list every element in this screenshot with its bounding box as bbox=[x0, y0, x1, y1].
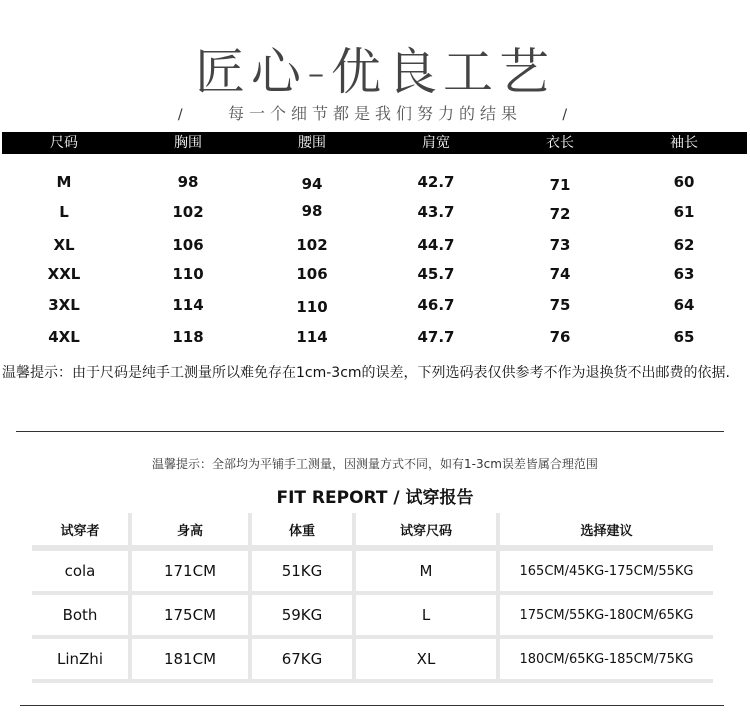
fit-cell: 175CM bbox=[132, 595, 248, 635]
fit-report-table bbox=[32, 513, 713, 683]
size-cell: M bbox=[56, 173, 72, 191]
size-cell: 118 bbox=[172, 328, 204, 346]
size-table-row bbox=[2, 173, 747, 194]
size-cell: 4XL bbox=[48, 328, 80, 346]
size-cell: 114 bbox=[172, 296, 204, 314]
size-cell: 61 bbox=[673, 203, 695, 221]
size-cell: 102 bbox=[296, 236, 328, 254]
fit-cell: 59KG bbox=[252, 595, 352, 635]
fit-report-title: FIT REPORT / 试穿报告 bbox=[276, 488, 474, 508]
size-table-row bbox=[2, 265, 747, 283]
fit-cell: 165CM/45KG-175CM/55KG bbox=[500, 551, 713, 591]
size-cell: 42.7 bbox=[417, 173, 455, 191]
size-cell: 102 bbox=[172, 203, 204, 221]
size-cell: 60 bbox=[673, 173, 695, 191]
size-table-row bbox=[2, 328, 747, 346]
size-cell: 76 bbox=[549, 328, 571, 346]
size-cell: 64 bbox=[673, 296, 695, 314]
subtitle-text: 每一个细节都是我们努力的结果 bbox=[227, 104, 522, 123]
size-cell: 46.7 bbox=[417, 296, 455, 314]
fit-cell: 67KG bbox=[252, 639, 352, 679]
size-cell: 44.7 bbox=[417, 236, 455, 254]
size-cell: 62 bbox=[673, 236, 695, 254]
fit-header-cell: 试穿尺码 bbox=[356, 513, 496, 545]
page-subtitle bbox=[0, 101, 750, 124]
size-header-cell: 腰围 bbox=[298, 135, 326, 151]
size-table-header bbox=[2, 132, 747, 154]
size-table-row bbox=[2, 203, 747, 223]
size-header-cell: 肩宽 bbox=[422, 135, 450, 151]
fit-cell: 51KG bbox=[252, 551, 352, 591]
size-cell: 71 bbox=[549, 176, 571, 194]
size-cell: 94 bbox=[301, 175, 323, 193]
fit-header-cell: 选择建议 bbox=[500, 513, 713, 545]
size-cell: 74 bbox=[549, 265, 571, 283]
size-cell: 3XL bbox=[48, 296, 80, 314]
size-cell: 106 bbox=[296, 265, 328, 283]
size-header-cell: 胸围 bbox=[174, 135, 202, 151]
size-cell: 75 bbox=[549, 296, 571, 314]
page-title: 匠心-优良工艺 bbox=[194, 43, 556, 101]
fit-cell: 171CM bbox=[132, 551, 248, 591]
fit-cell: Both bbox=[32, 595, 128, 635]
size-cell: 110 bbox=[296, 298, 328, 316]
size-header-cell: 衣长 bbox=[546, 135, 574, 151]
size-cell: 47.7 bbox=[417, 328, 455, 346]
fit-cell: LinZhi bbox=[32, 639, 128, 679]
bottom-divider bbox=[20, 705, 724, 706]
fit-header-cell: 试穿者 bbox=[32, 513, 128, 545]
size-cell: 98 bbox=[177, 173, 199, 191]
size-cell: 43.7 bbox=[417, 203, 455, 221]
size-cell: L bbox=[59, 203, 69, 221]
fit-tip: 温馨提示：全部均为平铺手工测量，因测量方式不同，如有1-3cm误差皆属合理范围 bbox=[152, 457, 598, 471]
size-cell: 106 bbox=[172, 236, 204, 254]
measurement-tip: 温馨提示：由于尺码是纯手工测量所以难免存在1cm-3cm的误差，下列选码表仅供参考不作为退换货不出邮费的依据. bbox=[2, 365, 730, 381]
fit-cell: L bbox=[356, 595, 496, 635]
size-cell: 63 bbox=[673, 265, 695, 283]
subtitle-slash-left: / bbox=[177, 107, 188, 123]
size-cell: 98 bbox=[301, 202, 323, 220]
fit-cell: cola bbox=[32, 551, 128, 591]
size-cell: 65 bbox=[673, 328, 695, 346]
subtitle-slash-right: / bbox=[562, 107, 573, 123]
fit-cell: 181CM bbox=[132, 639, 248, 679]
size-cell: 114 bbox=[296, 328, 328, 346]
size-cell: XL bbox=[53, 236, 75, 254]
fit-cell: M bbox=[356, 551, 496, 591]
fit-cell: 175CM/55KG-180CM/65KG bbox=[500, 595, 713, 635]
fit-cell: 180CM/65KG-185CM/75KG bbox=[500, 639, 713, 679]
size-cell: 45.7 bbox=[417, 265, 455, 283]
size-header-cell: 尺码 bbox=[50, 135, 78, 151]
fit-header-cell: 体重 bbox=[252, 513, 352, 545]
size-header-cell: 袖长 bbox=[670, 135, 698, 151]
size-cell: 110 bbox=[172, 265, 204, 283]
size-table-row bbox=[2, 236, 747, 254]
size-table-row bbox=[2, 296, 747, 316]
size-cell: 73 bbox=[549, 236, 571, 254]
section-divider bbox=[16, 431, 724, 432]
fit-cell: XL bbox=[356, 639, 496, 679]
fit-header-cell: 身高 bbox=[132, 513, 248, 545]
size-cell: 72 bbox=[549, 205, 571, 223]
size-cell: XXL bbox=[47, 265, 81, 283]
